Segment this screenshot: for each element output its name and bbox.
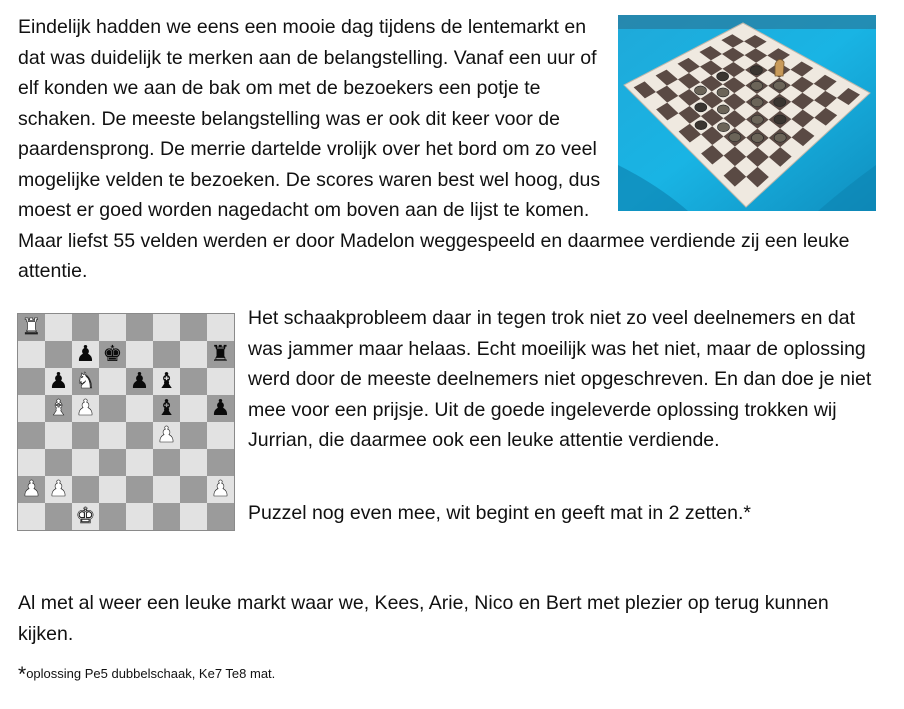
square-b2	[45, 476, 72, 503]
square-g2	[180, 476, 207, 503]
square-c2	[72, 476, 99, 503]
square-h1	[207, 503, 234, 530]
footnote	[18, 664, 275, 685]
white-rook-icon: ♜	[21, 315, 42, 340]
intro-paragraph	[18, 12, 878, 287]
black-pawn-icon: ♟	[210, 396, 231, 421]
puzzle-paragraph: Puzzel nog even mee, wit begint en geeft mat in 2 zetten.*	[248, 502, 751, 524]
square-e3	[126, 449, 153, 476]
square-d5	[99, 395, 126, 422]
footnote-text: oplossing Pe5 dubbelschaak, Ke7 Te8 mat.	[26, 666, 276, 681]
square-b5	[45, 395, 72, 422]
white-knight-icon: ♞	[75, 369, 96, 394]
conclusion-paragraph: Al met al weer een leuke markt waar we, Kees, Arie, Nico en Bert met plezier op terug kunnen kijken.	[18, 592, 829, 645]
square-d7	[99, 341, 126, 368]
square-d3	[99, 449, 126, 476]
square-g8	[180, 314, 207, 341]
square-h6	[207, 368, 234, 395]
square-g3	[180, 449, 207, 476]
square-c7	[72, 341, 99, 368]
square-d1	[99, 503, 126, 530]
square-b4	[45, 422, 72, 449]
square-a4	[18, 422, 45, 449]
square-d6	[99, 368, 126, 395]
square-d8	[99, 314, 126, 341]
square-e1	[126, 503, 153, 530]
black-pawn-icon: ♟	[129, 369, 150, 394]
square-b8	[45, 314, 72, 341]
square-f4	[153, 422, 180, 449]
square-c6	[72, 368, 99, 395]
square-b7	[45, 341, 72, 368]
square-f6	[153, 368, 180, 395]
square-e4	[126, 422, 153, 449]
square-h4	[207, 422, 234, 449]
square-g7	[180, 341, 207, 368]
chessboard-photo-image	[618, 15, 876, 211]
square-a1	[18, 503, 45, 530]
square-f5	[153, 395, 180, 422]
square-b1	[45, 503, 72, 530]
square-a2	[18, 476, 45, 503]
white-pawn-icon: ♟	[21, 477, 42, 502]
square-f1	[153, 503, 180, 530]
square-f3	[153, 449, 180, 476]
square-e6	[126, 368, 153, 395]
square-e5	[126, 395, 153, 422]
problem-paragraph: Het schaakprobleem daar in tegen trok niet zo veel deelnemers en dat was jammer maar helaas. Echt moeilijk was het niet, maar de oplossing werd door de meeste deelnemers niet opgeschreven. En dan doe je niet mee voor een prijsje. Uit de goede ingeleverde oplossing trokken wij Jurrian, die daarmee ook een leuke attentie verdiende.	[248, 307, 872, 451]
square-a7	[18, 341, 45, 368]
black-pawn-icon: ♟	[48, 369, 69, 394]
footnote-asterisk: *	[18, 663, 27, 686]
white-pawn-icon: ♟	[210, 477, 231, 502]
square-h3	[207, 449, 234, 476]
white-pawn-icon: ♟	[75, 396, 96, 421]
white-pawn-icon: ♟	[48, 477, 69, 502]
chess-diagram	[17, 313, 235, 531]
white-pawn-icon: ♟	[156, 423, 177, 448]
black-pawn-icon: ♟	[75, 342, 96, 367]
square-g5	[180, 395, 207, 422]
square-a5	[18, 395, 45, 422]
square-c4	[72, 422, 99, 449]
square-a6	[18, 368, 45, 395]
square-g6	[180, 368, 207, 395]
square-g1	[180, 503, 207, 530]
intro-text: Eindelijk hadden we eens een mooie dag tijdens de lentemarkt en dat was duidelijk te merken aan de belangstelling. Vanaf een uur of elf konden we aan de bak om met de bezoekers een potje te schaken. De meeste belangstelling was er ook dit keer voor de paardensprong. De merrie dartelde vrolijk over het bord om zo veel mogelijke velden te bezoeken. De scores waren best wel hoog, dus moest er goed worden nagedacht om boven aan de lijst te komen. Maar liefst 55 velden werden er door Madelon weggespeeld en daarmee verdiende zij een leuke attentie.	[18, 16, 850, 282]
square-e7	[126, 341, 153, 368]
square-c1	[72, 503, 99, 530]
square-c3	[72, 449, 99, 476]
square-h5	[207, 395, 234, 422]
square-f2	[153, 476, 180, 503]
square-e2	[126, 476, 153, 503]
square-h2	[207, 476, 234, 503]
black-bishop-icon: ♝	[156, 396, 177, 421]
square-c8	[72, 314, 99, 341]
white-bishop-icon: ♝	[48, 396, 69, 421]
square-d2	[99, 476, 126, 503]
black-king-icon: ♚	[102, 342, 123, 367]
square-g4	[180, 422, 207, 449]
square-e8	[126, 314, 153, 341]
chessboard-photo	[618, 15, 876, 211]
square-a3	[18, 449, 45, 476]
square-b3	[45, 449, 72, 476]
black-bishop-icon: ♝	[156, 369, 177, 394]
square-h8	[207, 314, 234, 341]
square-c5	[72, 395, 99, 422]
square-f8	[153, 314, 180, 341]
white-king-icon: ♚	[75, 504, 96, 529]
square-a8	[18, 314, 45, 341]
square-h7	[207, 341, 234, 368]
square-b6	[45, 368, 72, 395]
square-d4	[99, 422, 126, 449]
black-rook-icon: ♜	[210, 342, 231, 367]
square-f7	[153, 341, 180, 368]
